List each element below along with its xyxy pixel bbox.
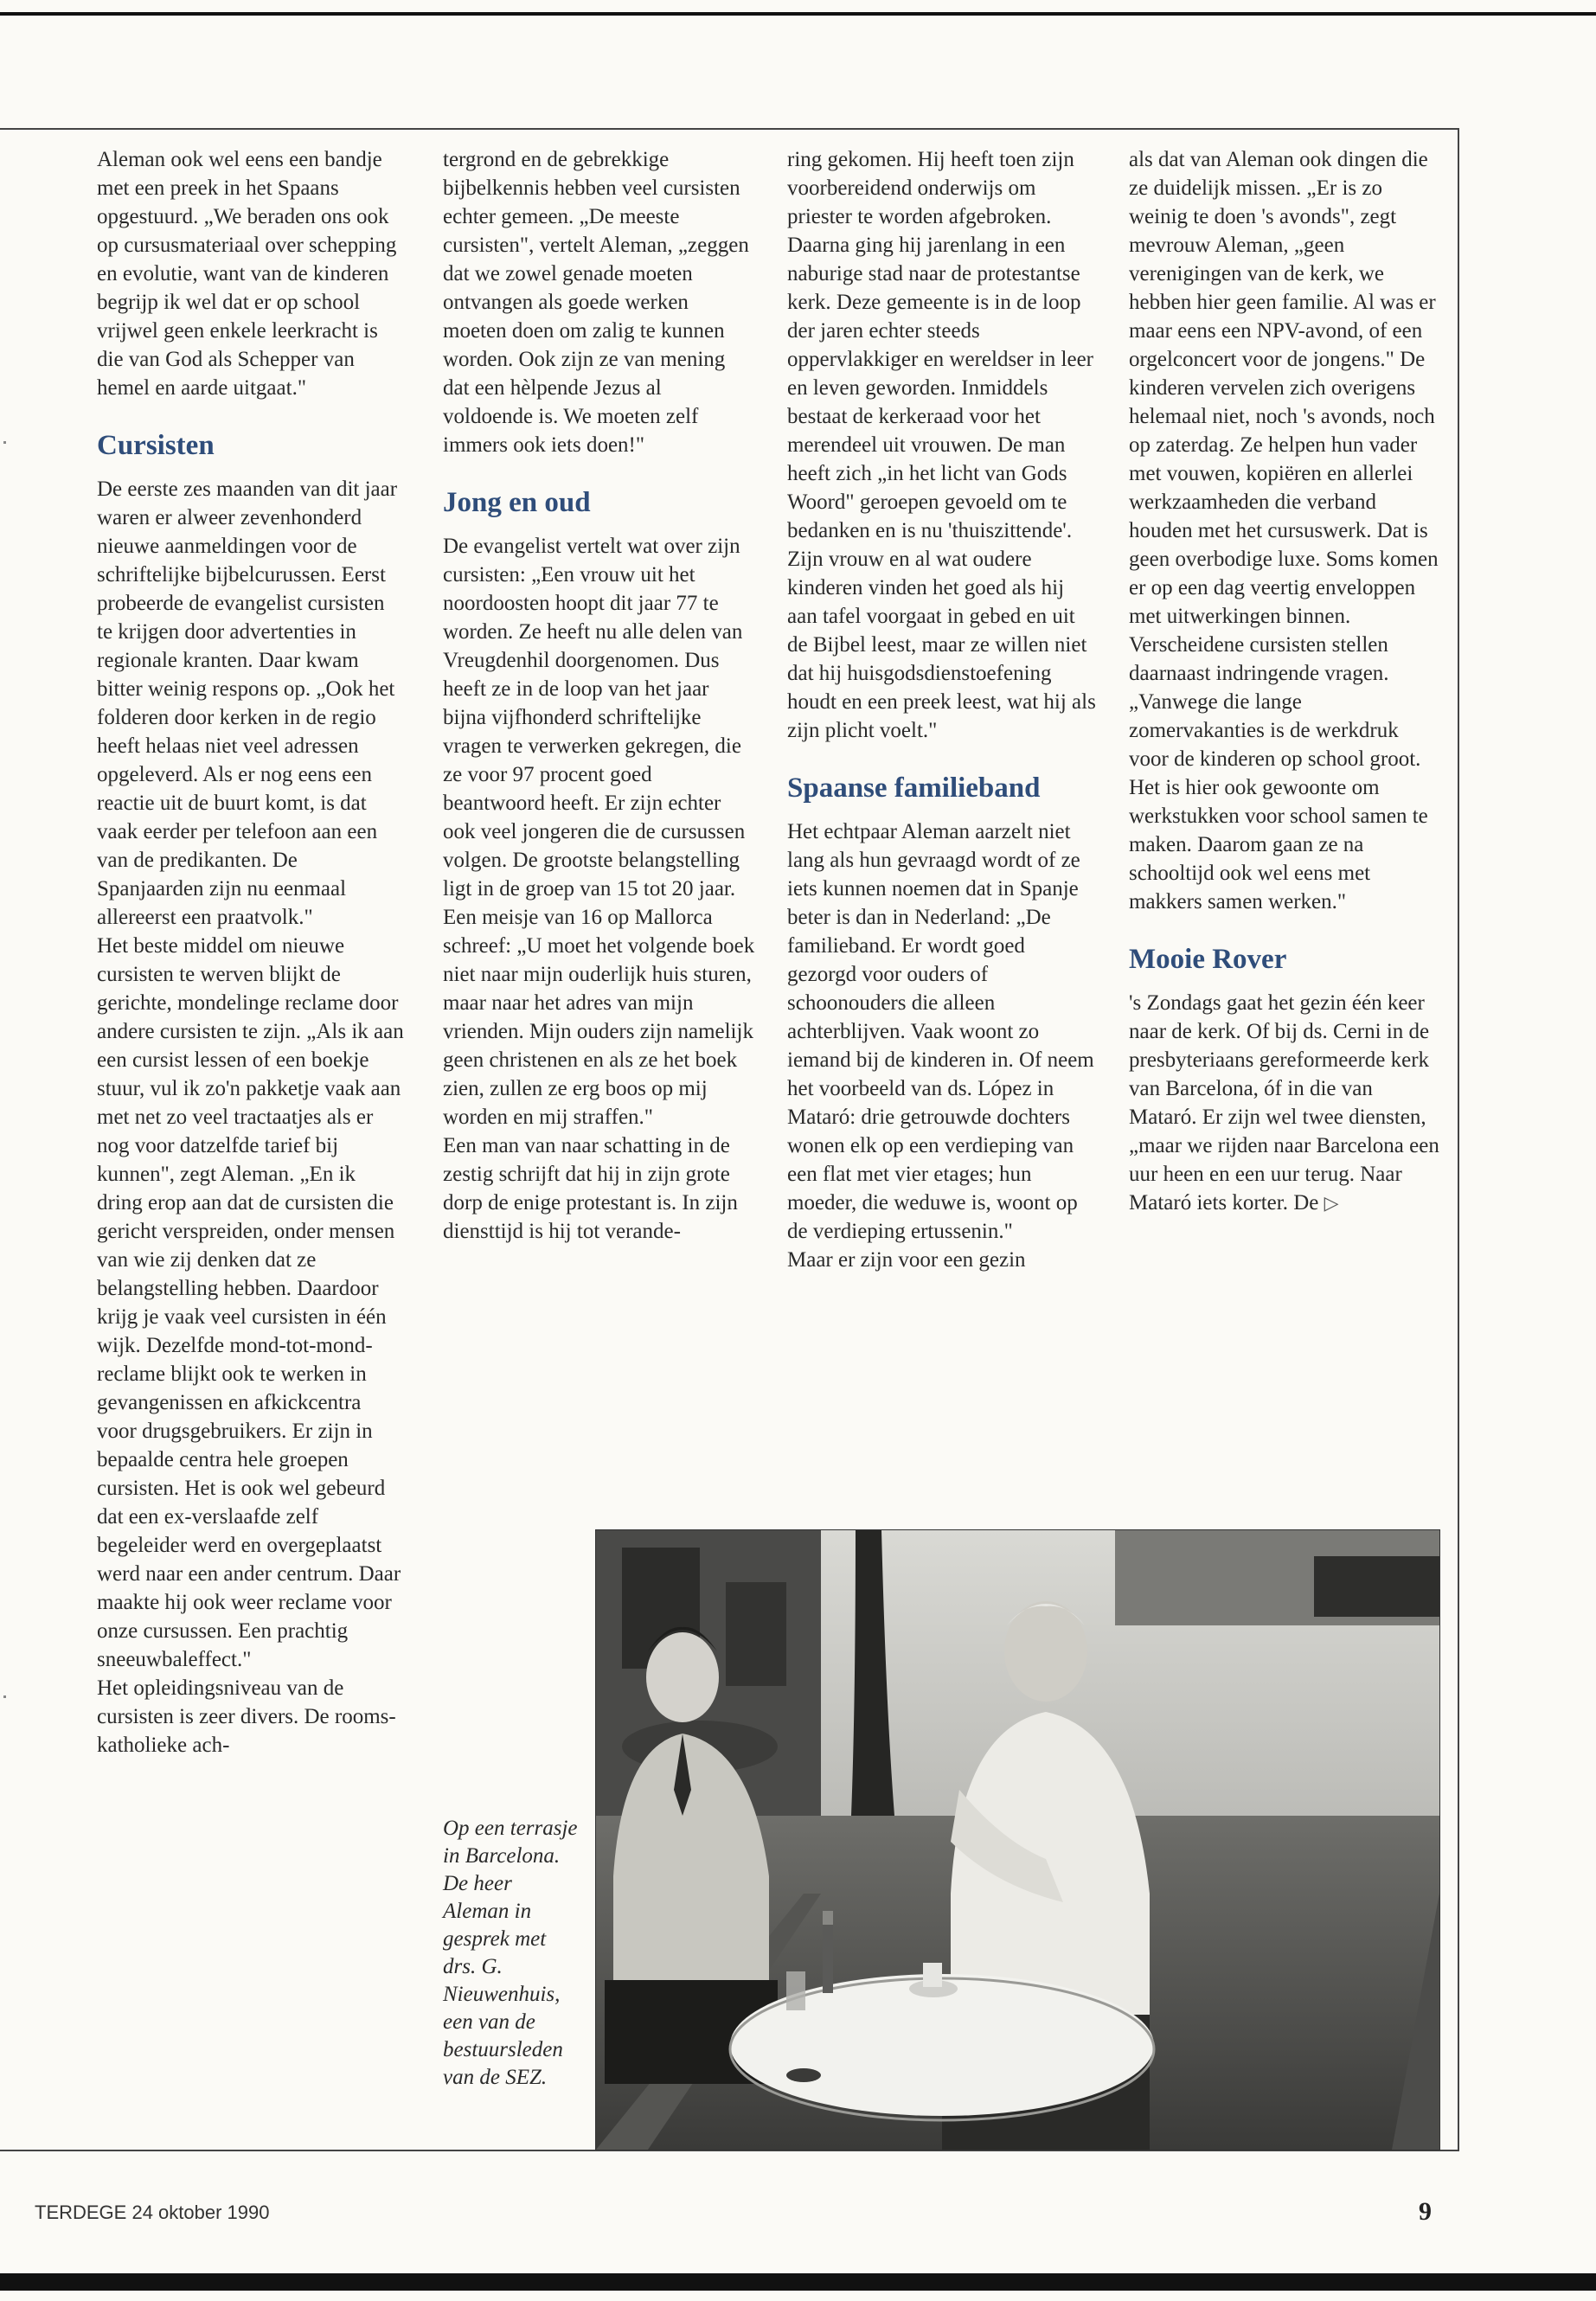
footer-publication: TERDEGE 24 oktober 1990 <box>35 2202 270 2223</box>
photo-caption: Op een terrasje in Barcelona. De heer Aleman in gesprek met drs. G. Nieuwenhuis, een van de bestuursleden van de SEZ. <box>443 1817 578 2089</box>
body-paragraph: Het echtpaar Aleman aarzelt niet lang als hun gevraagd wordt of ze iets kunnen noemen dat in Spanje beter is dan in Nederland: „De familieband. Er wordt goed gezorgd voor ouders of schoonouders die alleen achterblijven. Vaak woont zo iemand bij de kinderen in. Of neem het voorbeeld van ds. López in Mataró: drie getrouwde dochters wonen elk op een verdieping van een flat met vier etages; hun moeder, die weduwe is, woont op de verdieping ertussenin." <box>787 820 1094 1243</box>
section-heading: Spaanse familieband <box>787 772 1041 804</box>
continue-arrow-icon: ▷ <box>1324 1192 1339 1214</box>
column-4 <box>1129 145 1442 1217</box>
body-paragraph: Aleman ook wel eens een bandje met een preek in het Spaans opgestuurd. „We beraden ons ook op cursusmateriaal over schepping en evolutie, want van de kinderen begrijp ik wel dat er op school vrijwel geen enkele leerkracht is die van God als Schepper van hemel en aarde uitgaat." <box>97 148 397 400</box>
bottom-rule <box>0 2273 1596 2291</box>
section-heading: Cursisten <box>97 430 215 461</box>
body-paragraph: „Vanwege die lange zomervakanties is de werkdruk voor de kinderen op school groot. Het is hier ook gewoonte om werkstukken voor school samen te maken. Daarom gaan ze na schooltijd ook wel eens met makkers samen werken." <box>1129 690 1428 913</box>
body-paragraph: 's Zondags gaat het gezin één keer naar de kerk. Of bij ds. Cerni in de presbyteriaans gereformeerde kerk van Barcelona, óf in die van Mataró. Er zijn wel twee diensten, „maar we rijden naar Barcelona een uur heen en een uur terug. Naar Mataró iets korter. De ▷ <box>1129 991 1439 1215</box>
photo-terrace <box>595 1529 1440 2150</box>
column-3 <box>787 145 1097 1274</box>
body-paragraph: als dat van Aleman ook dingen die ze duidelijk missen. „Er is zo weinig te doen 's avonds", zegt mevrouw Aleman, „geen verenigingen van de kerk, we hebben hier geen familie. Al was er maar eens een NPV-avond, of een orgelconcert voor de jongens." De kinderen vervelen zich overigens helemaal niet, noch 's avonds, noch op zaterdag. Ze helpen hun vader met vouwen, kopiëren en allerlei werkzaamheden die verband houden met het cursuswerk. Dat is geen overbodige luxe. Soms komen er op een dag veertig enveloppen met uitwerkingen binnen. Verscheidene cursisten stellen daarnaast indringende vragen. <box>1129 148 1439 685</box>
terrace-photo-image <box>596 1530 1439 2150</box>
body-paragraph: ring gekomen. Hij heeft toen zijn voorbereidend onderwijs om priester te worden afgebroken. Daarna ging hij jarenlang in een naburige stad naar de protestantse kerk. Deze gemeente is in de loop der jaren echter steeds oppervlakkiger en wereldser in leer en leven geworden. Inmiddels bestaat de kerkeraad voor het merendeel uit vrouwen. De man heeft zich „in het licht van Gods Woord" geroepen gevoeld om te bedanken en is nu 'thuiszittende'. Zijn vrouw en al wat oudere kinderen vinden het goed als hij aan tafel voorgaat in gebed en uit de Bijbel leest, maar ze willen niet dat hij huisgodsdienstoefening houdt en een preek leest, wat hij als zijn plicht voelt." <box>787 148 1096 742</box>
body-paragraph: De evangelist vertelt wat over zijn cursisten: „Een vrouw uit het noordoosten hoopt dit jaar 77 te worden. Ze heeft nu alle delen van Vreugdenhil doorgenomen. Dus heeft ze in de loop van het jaar bijna vijfhonderd schriftelijke vragen te verwerken gekregen, die ze voor 97 procent goed beantwoord heeft. Er zijn echter ook veel jongeren die de cursussen volgen. De grootste belangstelling ligt in de groep van 15 tot 20 jaar. Een meisje van 16 op Mallorca schreef: „U moet het volgende boek niet naar mijn ouderlijk huis sturen, maar naar het adres van mijn vrienden. Mijn ouders zijn namelijk geen christenen en als ze het boek zien, zullen ze erg boos op mij worden en mij straffen." <box>443 535 755 1129</box>
body-paragraph: Maar er zijn voor een gezin <box>787 1248 1026 1272</box>
margin-speck <box>3 441 6 444</box>
body-paragraph: Een man van naar schatting in de zestig schrijft dat hij in zijn grote dorp de enige protestant is. In zijn diensttijd is hij tot verande- <box>443 1134 738 1243</box>
body-paragraph: tergrond en de gebrekkige bijbelkennis hebben veel cursisten echter gemeen. „De meeste cursisten", vertelt Aleman, „zeggen dat we zowel genade moeten ontvangen als goede werken moeten doen om zalig te kunnen worden. Ook zijn ze van mening dat een hèlpende Jezus al voldoende is. We moeten zelf immers ook iets doen!" <box>443 148 749 457</box>
body-paragraph: De eerste zes maanden van dit jaar waren er alweer zevenhonderd nieuwe aanmeldingen voor de schriftelijke bijbelcurussen. Eerst probeerde de evangelist cursisten te krijgen door advertenties in regionale kranten. Daar kwam bitter weinig respons op. „Ook het folderen door kerken in de regio heeft helaas niet veel adressen opgeleverd. Als er nog eens een reactie uit de buurt komt, is dat vaak eerder per telefoon aan een van de predikanten. De Spanjaarden zijn nu eenmaal allereerst een praatvolk." <box>97 478 398 929</box>
section-heading: Jong en oud <box>443 487 591 518</box>
column-2 <box>443 145 756 1246</box>
page-number: 9 <box>1419 2197 1432 2226</box>
column-1 <box>97 145 404 1759</box>
body-paragraph: Het beste middel om nieuwe cursisten te werven blijkt de gerichte, mondelinge reclame door andere cursisten te zijn. „Als ik aan een cursist lessen of een boekje stuur, vul ik zo'n pakketje vaak aan met net zo veel tractaatjes als er nog voor datzelfde tarief bij kunnen", zegt Aleman. „En ik dring erop aan dat de cursisten die gericht verspreiden, onder mensen van wie zij denken dat ze belangstelling hebben. Daardoor krijg je vaak veel cursisten in één wijk. Dezelfde mond-tot-mond-reclame blijkt ook te werken in gevangenissen en afkickcentra voor drugsgebruikers. Er zijn in bepaalde centra hele groepen cursisten. Het is ook wel gebeurd dat een ex-verslaafde zelf begeleider werd en overgeplaatst werd naar een ander centrum. Daar maakte hij ook weer reclame voor onze cursussen. Een prachtig sneeuwbaleffect." <box>97 934 404 1671</box>
margin-speck <box>3 1695 6 1698</box>
body-paragraph: Het opleidingsniveau van de cursisten is zeer divers. De rooms-katholieke ach- <box>97 1676 396 1757</box>
section-heading: Mooie Rover <box>1129 944 1287 975</box>
top-rule <box>0 12 1596 16</box>
